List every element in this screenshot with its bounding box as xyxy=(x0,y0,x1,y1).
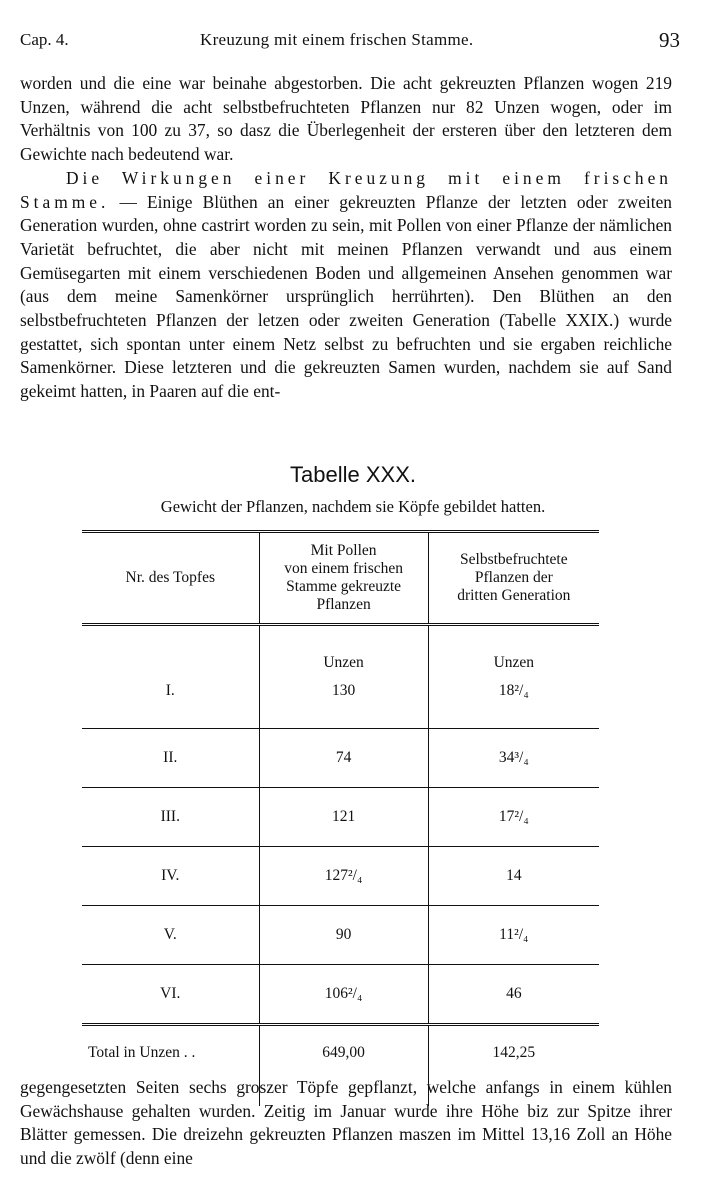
crossed-weight: 90 xyxy=(259,906,428,965)
crossed-weight: 74 xyxy=(259,729,428,788)
running-title: Kreuzung mit einem frischen Stamme. xyxy=(200,30,474,49)
table-header-row xyxy=(82,532,599,625)
crossed-weight: 130 xyxy=(331,682,356,699)
col-header-self-line: Selbstbefruchtete xyxy=(460,551,568,568)
self-weight-cell xyxy=(428,625,599,729)
paragraph-continues: gegengesetzten Seiten sechs groszer Töpfe gepflanzt, welche anfangs in einem kühlen Gewächshause gehalten wurden. Zeitig im Januar wurde ihre Höhe biz zur Spitze ihrer Blätter gemessen. Die dreizehn gekreuzten Pflanzen maszen im Mittel 13,16 Zoll an Höhe und die zwölf (denn eine xyxy=(20,1077,672,1169)
pot-number: I. xyxy=(82,625,259,729)
paragraph-fresh-stock-body: — Einige Blüthen an einer gekreuzten Pflanze der letzten oder zweiten Generation wurden, ohne castrirt worden zu sein, mit Pollen von einer Pflanze der nämlichen Varietät befruchtet, die aber nicht mit meinen Pflanzen verwandt und aus einem Gemüsegarten mit einem verschiedenen Boden und allgemeinen Ansehen genommen war (aus dem meine Samenkörner ursprünglich herrührten). Den Blüthen an den selbstbefruchteten Pflanzen der letzen oder zweiten Generation (Tabelle XXIX.) wurde gestattet, sich spontan unter einem Netz selbst zu befruchten und sie ergaben reichliche Samenkörner. Diese letzteren und die gekreuzten Samen wurden, nachdem sie auf Sand gekeimt hatten, in Paaren auf die ent- xyxy=(20,191,672,402)
chapter-label: Cap. 4. xyxy=(20,30,69,49)
total-label: Total in Unzen . . xyxy=(88,1044,196,1061)
col-header-crossed-line: von einem frischen xyxy=(284,560,403,577)
col-header-crossed-line: Pflanzen xyxy=(316,596,371,613)
pot-number: IV. xyxy=(82,847,259,906)
table-row xyxy=(82,906,599,965)
paragraph-continued: worden und die eine war beinahe abgestorben. Die acht gekreuzten Pflanzen wogen 219 Unzen, während die acht selbstbefruchteten Pflanzen nur 82 Unzen wogen, oder im Verhältnis von 100 zu 37, so dasz die Überlegenheit der ersteren über den letzteren dem Gewichte nach bedeutend war. xyxy=(20,73,672,165)
section-heading-inline: Die Wirkungen einer Kreuzung mit einem frischen Stamme. xyxy=(20,167,672,212)
crossed-weight: 121 xyxy=(259,788,428,847)
page-number: 93 xyxy=(659,28,680,52)
table-subtitle: Gewicht der Pflanzen, nachdem sie Köpfe gebildet hatten. xyxy=(160,497,546,516)
self-weight: 46 xyxy=(428,965,599,1025)
weights-table xyxy=(82,530,599,1106)
col-header-self xyxy=(428,532,599,625)
table-row xyxy=(82,625,599,729)
pot-number: VI. xyxy=(82,965,259,1025)
self-weight: 18²/₄ xyxy=(498,682,529,699)
col-header-self-line: dritten Generation xyxy=(457,587,571,604)
col-header-crossed-line: Stamme gekreuzte xyxy=(286,578,402,595)
col-header-pot: Nr. des Topfes xyxy=(82,532,259,625)
self-weight: 34³/₄ xyxy=(428,729,599,788)
total-self: 142,25 xyxy=(428,1025,599,1107)
bottom-text-block xyxy=(20,1076,672,1171)
unit-label: Unzen xyxy=(493,654,535,671)
col-header-self-line: Pflanzen der xyxy=(474,569,553,586)
self-weight: 17²/₄ xyxy=(428,788,599,847)
unit-label: Unzen xyxy=(323,654,364,671)
crossed-weight: 106²/₄ xyxy=(259,965,428,1025)
pot-number: II. xyxy=(82,729,259,788)
table-row xyxy=(82,788,599,847)
table-title: Tabelle XXX. xyxy=(290,462,416,487)
table-row xyxy=(82,729,599,788)
running-header xyxy=(20,28,680,52)
paragraph-fresh-stock xyxy=(20,167,672,404)
table-row xyxy=(82,965,599,1025)
table-row xyxy=(82,847,599,906)
col-header-crossed xyxy=(259,532,428,625)
crossed-weight: 127²/₄ xyxy=(259,847,428,906)
self-weight: 14 xyxy=(428,847,599,906)
pot-number: III. xyxy=(82,788,259,847)
total-crossed: 649,00 xyxy=(259,1025,428,1107)
top-text-block xyxy=(20,72,672,404)
pot-number: V. xyxy=(82,906,259,965)
crossed-weight-cell xyxy=(259,625,428,729)
self-weight: 11²/₄ xyxy=(428,906,599,965)
col-header-crossed-line: Mit Pollen xyxy=(310,542,377,559)
